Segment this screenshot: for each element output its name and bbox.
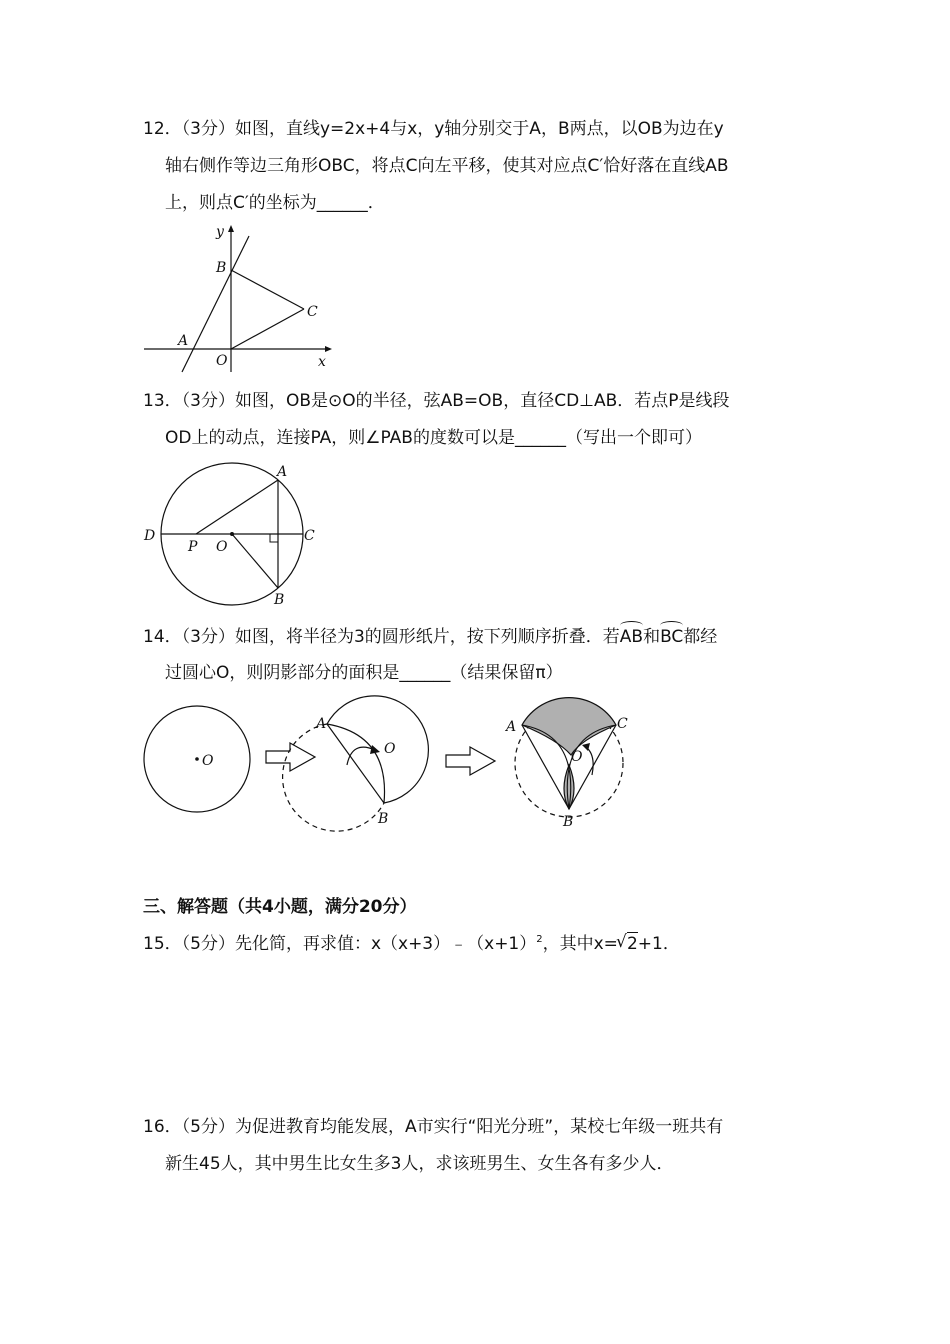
- q12-line3: 上，则点C′的坐标为______．: [165, 193, 385, 213]
- label-o1: O: [202, 753, 214, 769]
- q15-radicand: 2: [626, 934, 638, 954]
- hollow-arrow-icon: [446, 747, 495, 775]
- fold-arrow-icon: [586, 747, 593, 775]
- q15-text-b: ，其中x=: [542, 934, 618, 954]
- segment-pa: [196, 480, 278, 534]
- q16-line2: 新生45人，其中男生比女生多3人，求该班男生、女生各有多少人．: [165, 1154, 674, 1174]
- q14-line1-a: 14．（3分）如图，将半径为3的圆形纸片，按下列顺序折叠．若: [143, 627, 620, 647]
- label-b: B: [216, 260, 227, 276]
- section-title: 三、解答题（共4小题，满分20分）: [143, 897, 417, 917]
- label-o: O: [216, 353, 228, 369]
- label-a2: A: [316, 716, 327, 732]
- q16-line1: 16．（5分）为促进教育均能发展，A市实行“阳光分班”，某校七年级一班共有: [143, 1117, 724, 1137]
- fold-chord-ab: [327, 724, 384, 803]
- q15-exponent: 2: [536, 934, 543, 945]
- segment-oc: [231, 309, 304, 349]
- arc-ab: AB: [619, 627, 644, 647]
- center-dot: [195, 757, 199, 761]
- q14-line2: 过圆心O，则阴影部分的面积是______（结果保留π）: [165, 663, 563, 683]
- label-a: A: [178, 333, 189, 349]
- q14-line1: [143, 626, 717, 648]
- label-p: P: [188, 539, 198, 555]
- label-x: x: [318, 354, 326, 370]
- label-b2: B: [378, 811, 389, 827]
- q14-line1-c: 都经: [683, 627, 718, 647]
- label-d: D: [144, 528, 156, 544]
- dashed-circle-lower: [283, 724, 384, 831]
- label-b3: B: [563, 814, 574, 830]
- q14-figure: [140, 695, 640, 830]
- label-c: C: [304, 528, 315, 544]
- q12-figure: [140, 222, 340, 377]
- segment-bc: [231, 270, 304, 309]
- y-axis-arrow: [228, 225, 234, 232]
- q13-line2: OD上的动点，连接PA，则∠PAB的度数可以是______（写出一个即可）: [165, 428, 702, 448]
- line-ab: [182, 236, 249, 372]
- q15-text-a: 15．（5分）先化简，再求值：x（x+3）﹣（x+1）: [143, 934, 537, 954]
- solid-circle-upper: [327, 696, 428, 803]
- label-y: y: [216, 224, 224, 240]
- x-axis-arrow: [325, 346, 332, 352]
- arc-bc: BC: [660, 627, 684, 647]
- q15-line: [143, 932, 680, 955]
- label-a: A: [277, 464, 288, 480]
- label-c: C: [307, 304, 318, 320]
- fold-arrow-icon: [347, 747, 375, 765]
- shaded-region-top: [522, 698, 616, 755]
- q13-line1: 13．（3分）如图，OB是⊙O的半径，弦AB=OB，直径CD⊥AB．若点P是线段: [143, 391, 730, 411]
- right-angle-mark: [270, 534, 278, 542]
- q14-line1-b: 和: [643, 627, 661, 647]
- label-o2: O: [384, 741, 396, 757]
- q12-line1: 12．（3分）如图，直线y=2x+4与x，y轴分别交于A，B两点，以OB为边在y: [143, 119, 724, 139]
- label-a3: A: [506, 719, 517, 735]
- q12-line2: 轴右侧作等边三角形OBC，将点C向左平移，使其对应点C′恰好落在直线AB: [165, 156, 729, 176]
- label-o3: O: [571, 749, 583, 765]
- hollow-arrow-icon: [266, 743, 315, 771]
- label-b: B: [274, 592, 285, 608]
- q13-figure: [140, 460, 325, 610]
- sqrt-expression: [618, 932, 638, 955]
- label-o: O: [216, 539, 228, 555]
- q15-text-c: +1．: [637, 934, 680, 954]
- fold-arrowhead: [370, 745, 380, 754]
- label-c3: C: [617, 716, 628, 732]
- center-dot: [230, 532, 234, 536]
